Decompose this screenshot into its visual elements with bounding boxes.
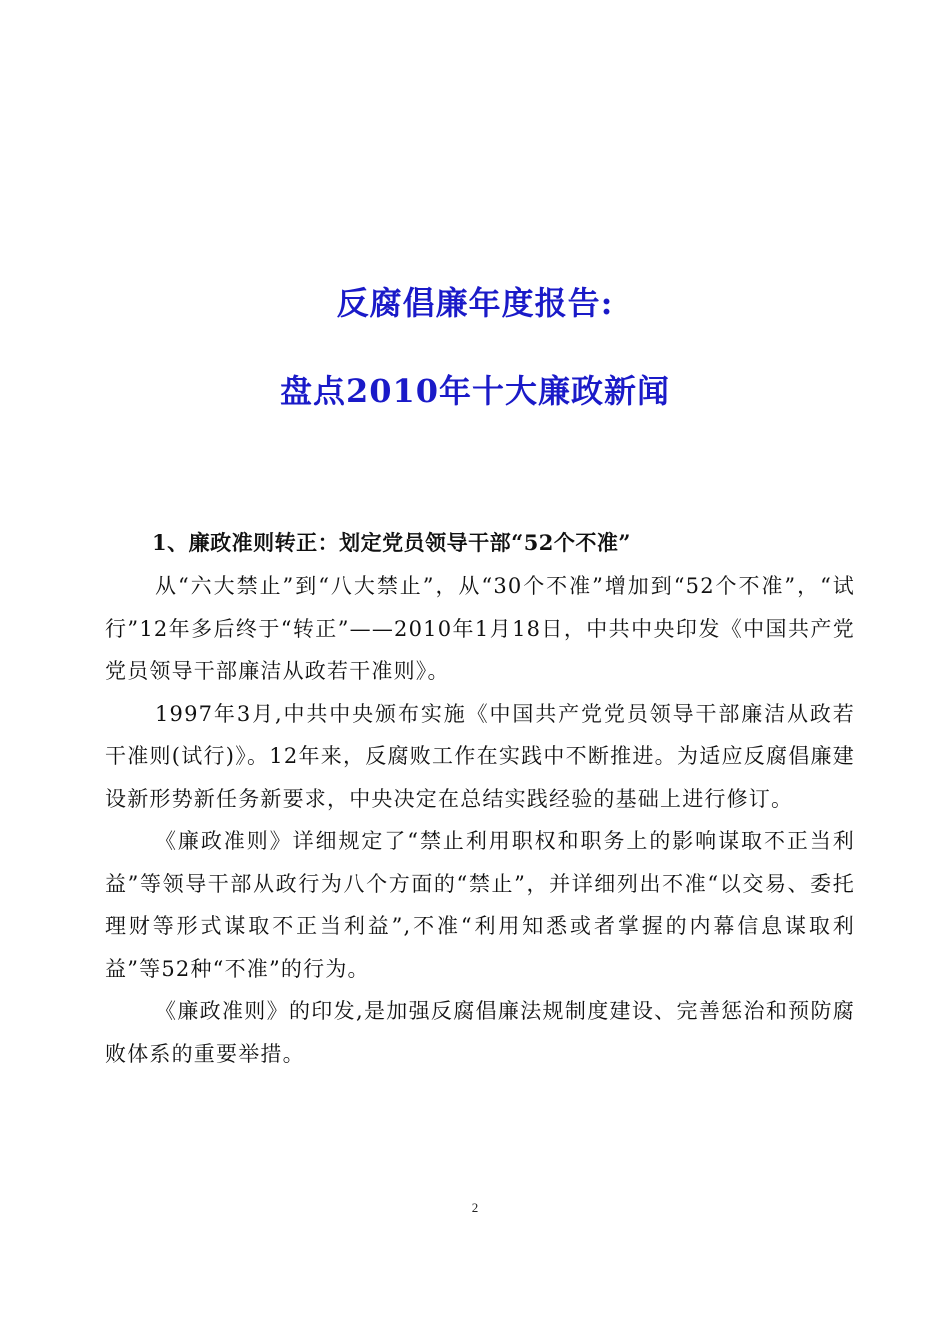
section-heading: 1、廉政准则转正：划定党员领导干部“52个不准” [152,530,631,555]
paragraph-1: 从“六大禁止”到“八大禁止”，从“30个不准”增加到“52个不准”，“试行”12年多后终于“转正”——2010年1月18日，中共中央印发《中国共产党党员领导干部廉洁从政若干准则》。 [105,574,855,683]
paragraph-2: 1997年3月,中共中央颁布实施《中国共产党党员领导干部廉洁从政若干准则(试行)》。12年来，反腐败工作在实践中不断推进。为适应反腐倡廉建设新形势新任务新要求，中央决定在总结实践经验的基础上进行修订。 [105,701,855,811]
page-number: 2 [471,1200,479,1215]
document-title-line2: 盘点2010年十大廉政新闻 [279,372,671,410]
document-title-line1: 反腐倡廉年度报告: [336,284,614,322]
paragraph-4: 《廉政准则》的印发,是加强反腐倡廉法规制度建设、完善惩治和预防腐败体系的重要举措。 [105,999,855,1066]
paragraph-3: 《廉政准则》详细规定了“禁止利用职权和职务上的影响谋取不正当利益”等领导干部从政行为八个方面的“禁止”，并详细列出不准“以交易、委托理财等形式谋取不正当利益”,不准“利用知悉或者掌握的内幕信息谋取利益”等52种“不准”的行为。 [105,829,855,981]
body-text [105,565,855,1075]
